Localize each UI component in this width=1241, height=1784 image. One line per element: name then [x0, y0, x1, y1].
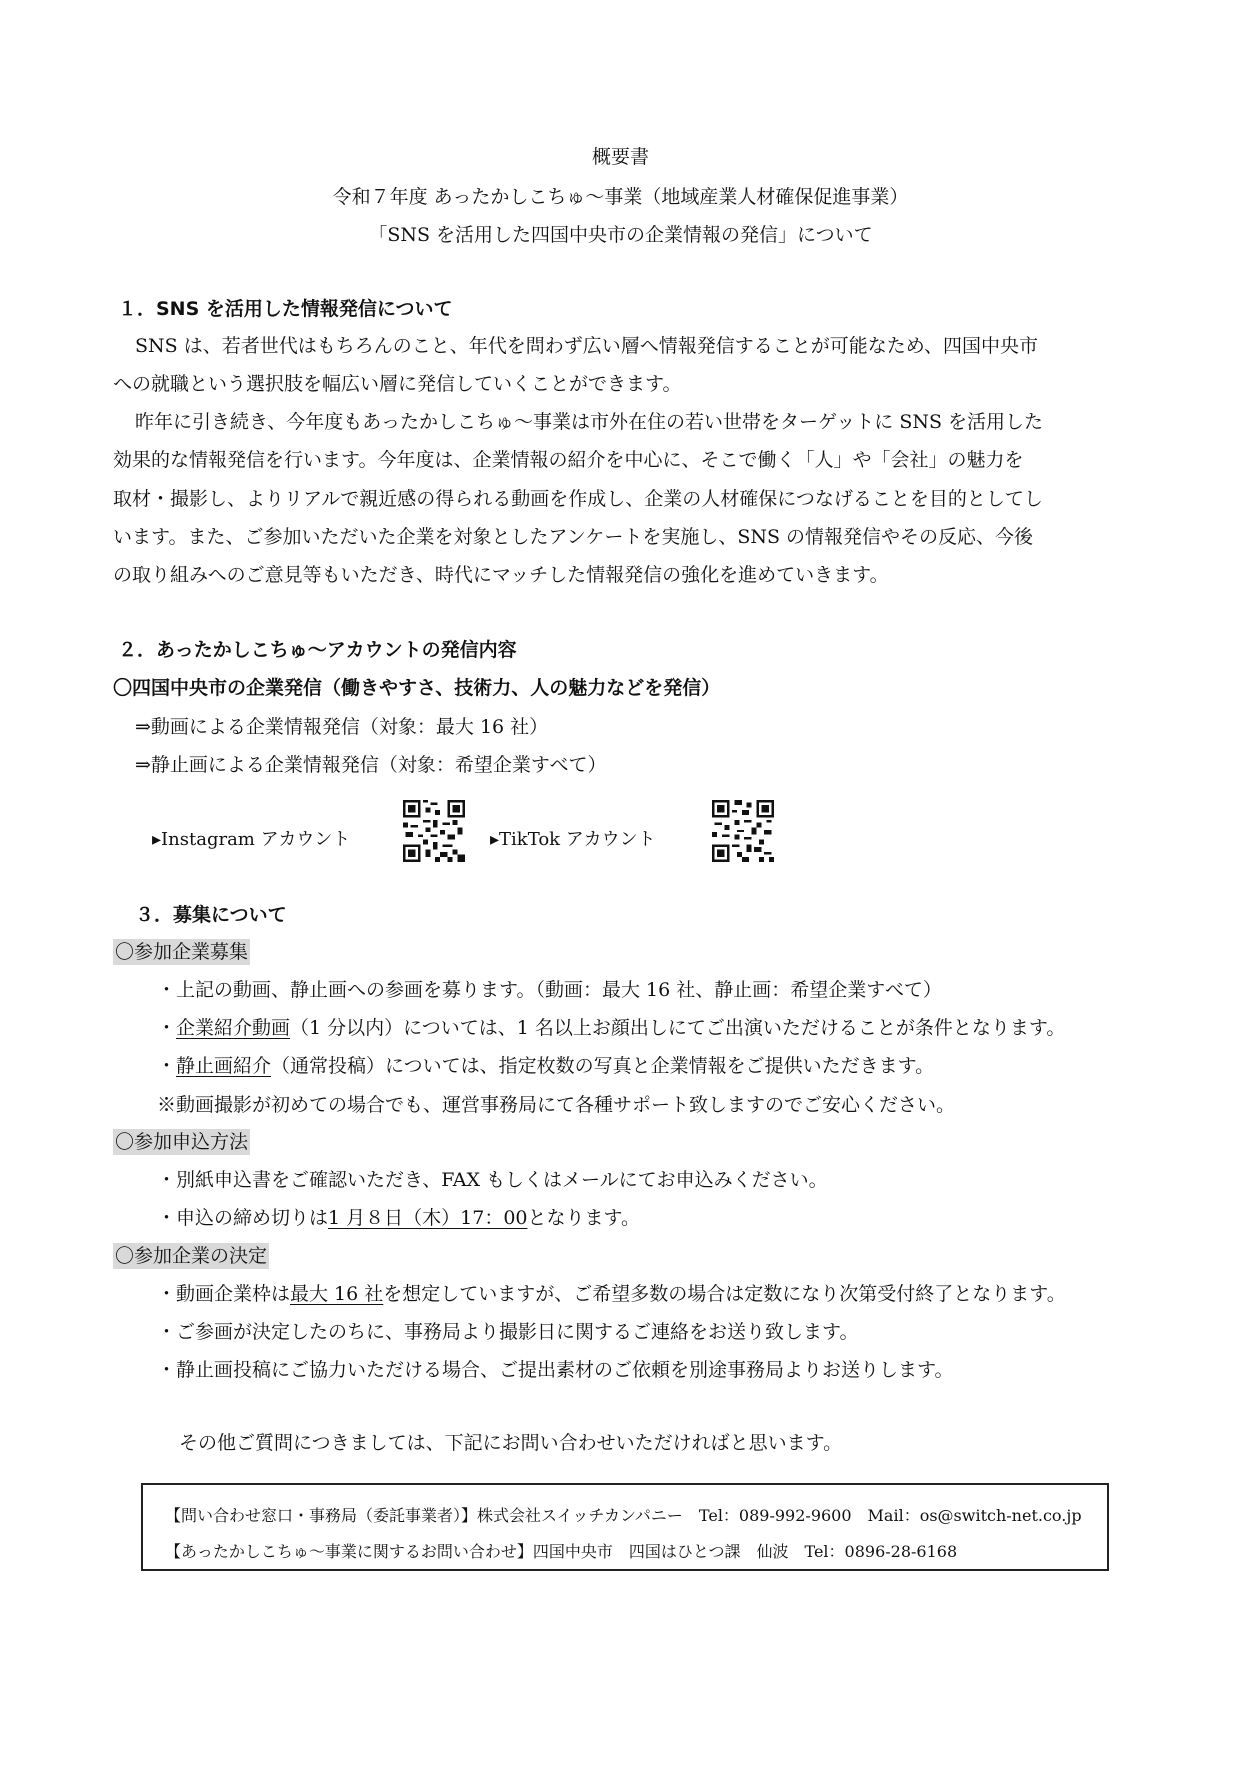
- recruit-line: ・上記の動画、静止画への参画を募ります。（動画：最大 16 社、静止画：希望企業すべて）: [157, 979, 942, 1001]
- section1-line: 昨年に引き続き、今年度もあったかしこちゅ〜事業は市外在住の若い世帯をターゲットに SNS を活用した: [135, 411, 1044, 433]
- apply-line-text: ・申込の締め切りは: [157, 1207, 329, 1229]
- decision-line-text: を想定していますが、ご希望多数の場合は定数になり次第受付終了となります。: [383, 1283, 1066, 1305]
- decision-label: [113, 1243, 269, 1269]
- recruit-label: [113, 939, 250, 965]
- deadline: 1 月８日（木）17：00: [328, 1207, 528, 1229]
- decision-line: ・ご参画が決定したのちに、事務局より撮影日に関するご連絡をお送り致します。: [157, 1321, 859, 1343]
- decision-label-text: 〇参加企業の決定: [115, 1245, 268, 1267]
- document-title: 概要書: [591, 146, 649, 168]
- tiktok-label: ▸TikTok アカウント: [490, 829, 656, 850]
- recruit-line-text: （1 分以内）については、1 名以上お顔出しにてご出演いただけることが条件となります。: [290, 1017, 1066, 1039]
- section2-heading: ２．あったかしこちゅ〜アカウントの発信内容: [118, 639, 517, 661]
- recruit-label-text: 〇参加企業募集: [115, 941, 249, 963]
- recruit-note: ※動画撮影が初めての場合でも、運営事務局にて各種サポート致しますのでご安心ください。: [157, 1094, 956, 1116]
- apply-line: ・別紙申込書をご確認いただき、FAX もしくはメールにてお申込みください。: [157, 1169, 828, 1191]
- decision-line: [157, 1281, 1066, 1307]
- apply-line: [157, 1205, 640, 1231]
- section1-line: 効果的な情報発信を行います。今年度は、企業情報の紹介を中心に、そこで働く「人」や「会社」の魅力を: [113, 449, 1024, 471]
- apply-label-text: 〇参加申込方法: [115, 1131, 249, 1153]
- still-image-term: 静止画紹介: [176, 1055, 272, 1077]
- section1-line: います。また、ご参加いただいた企業を対象としたアンケートを実施し、SNS の情報発信やその反応、今後: [113, 526, 1034, 548]
- recruit-line: ・企業紹介動画（1 分以内）については、1 名以上お顔出しにてご出演いただけることが条件となります。: [157, 1017, 1066, 1039]
- decision-line-text: ・動画企業枠は: [157, 1283, 291, 1305]
- max-companies: 最大 16 社: [290, 1283, 384, 1305]
- apply-label: [113, 1129, 250, 1155]
- decision-line: ・静止画投稿にご協力いただける場合、ご提出素材のご依頼を別途事務局よりお送りします。: [157, 1359, 954, 1381]
- tiktok-qr-code-icon[interactable]: [712, 800, 774, 862]
- instagram-label: ▸Instagram アカウント: [152, 829, 351, 850]
- section1-heading: １．SNS を活用した情報発信について: [118, 298, 453, 320]
- section3-heading: ３．募集について: [135, 904, 287, 926]
- recruit-line: ・静止画紹介（通常投稿）については、指定枚数の写真と企業情報をご提供いただきます。: [157, 1055, 935, 1077]
- document-subtitle: 令和７年度 あったかしこちゅ〜事業（地域産業人材確保促進事業）: [332, 186, 909, 208]
- document-theme: 「SNS を活用した四国中央市の企業情報の発信」について: [368, 224, 873, 246]
- recruit-line-text: （通常投稿）については、指定枚数の写真と企業情報をご提供いただきます。: [271, 1055, 935, 1077]
- video-intro-term: 企業紹介動画: [176, 1017, 291, 1039]
- instagram-qr-code-icon[interactable]: [403, 800, 465, 862]
- contact-city: 【あったかしこちゅ〜事業に関するお問い合わせ】四国中央市 四国はひとつ課 仙波 Tel：0896-28-6168: [165, 1542, 958, 1561]
- section1-line: の取り組みへのご意見等もいただき、時代にマッチした情報発信の強化を進めていきます。: [113, 564, 889, 586]
- section1-line: SNS は、若者世代はもちろんのこと、年代を問わず広い層へ情報発信することが可能なため、四国中央市: [135, 335, 1038, 357]
- section1-line: への就職という選択肢を幅広い層に発信していくことができます。: [113, 373, 682, 395]
- closing-text: その他ご質問につきましては、下記にお問い合わせいただければと思います。: [179, 1432, 843, 1454]
- section2-item: ⇒静止画による企業情報発信（対象：希望企業すべて）: [135, 754, 607, 776]
- section2-item: ⇒動画による企業情報発信（対象：最大 16 社）: [135, 716, 549, 738]
- section2-subheading: 〇四国中央市の企業発信（働きやすさ、技術力、人の魅力などを発信）: [113, 677, 721, 699]
- apply-line-text: となります。: [527, 1207, 640, 1229]
- section1-line: 取材・撮影し、よりリアルで親近感の得られる動画を作成し、企業の人材確保につなげることを目的としてし: [113, 488, 1043, 510]
- contact-office: 【問い合わせ窓口・事務局（委託事業者）】株式会社スイッチカンパニー Tel：089-992-9600 Mail：os@switch-net.co.jp: [165, 1506, 1082, 1525]
- contact-box: [141, 1483, 1109, 1571]
